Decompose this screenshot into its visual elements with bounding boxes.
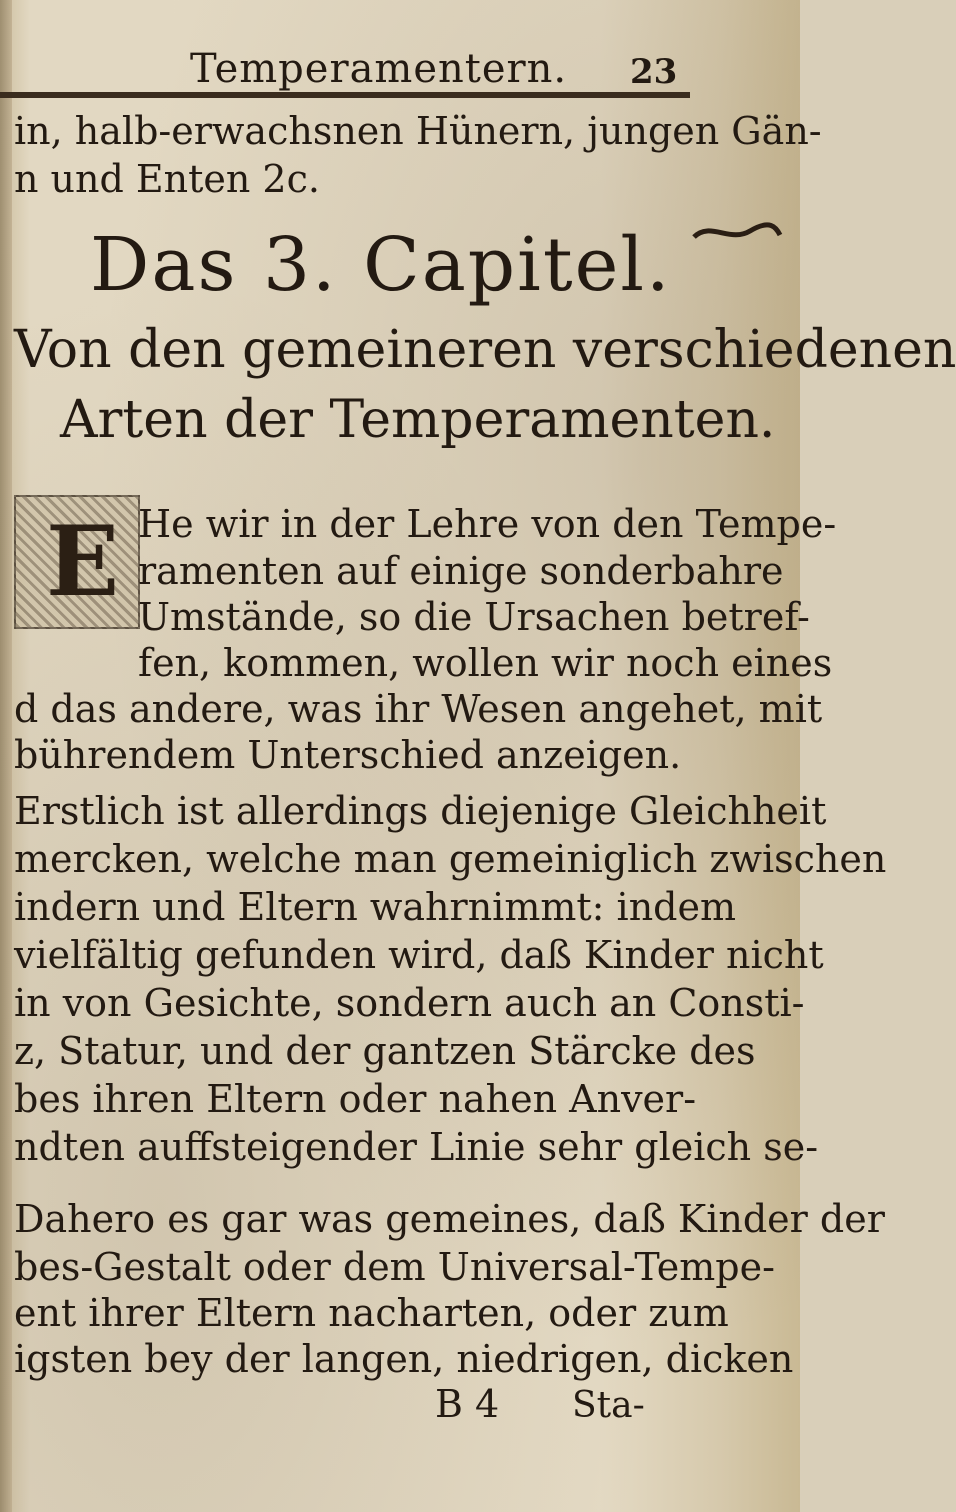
ink-mark-icon	[690, 213, 782, 249]
text-line: in, halb-erwachsnen Hünern, jungen Gän-	[14, 109, 822, 153]
running-head: Temperamentern.	[190, 46, 568, 92]
text-line: Erstlich ist allerdings diejenige Gleichheit	[14, 789, 827, 833]
text-line: ramenten auf einige sonderbahre	[138, 549, 784, 593]
header-rule	[0, 92, 690, 98]
text-line: in von Gesichte, sondern auch an Consti-	[14, 981, 805, 1025]
text-line: Dahero es gar was gemeines, daß Kinder der	[14, 1197, 885, 1241]
text-line: Umstände, so die Ursachen betref-	[138, 595, 810, 639]
chapter-title: Das 3. Capitel.	[90, 222, 672, 308]
chapter-heading-line: Von den gemeineren verschiedenen	[14, 320, 956, 380]
signature-mark: B 4	[435, 1382, 500, 1426]
text-line: vielfältig gefunden wird, daß Kinder nicht	[14, 933, 824, 977]
text-line: fen, kommen, wollen wir noch eines	[138, 641, 833, 685]
text-line: z, Statur, und der gantzen Stärcke des	[14, 1029, 756, 1073]
initial-letter: E	[46, 505, 120, 618]
chapter-heading-line: Arten der Temperamenten.	[60, 390, 776, 450]
text-line: n und Enten 2c.	[14, 157, 320, 201]
text-line: bes-Gestalt oder dem Universal-Tempe-	[14, 1245, 775, 1289]
text-line: indern und Eltern wahrnimmt: indem	[14, 885, 737, 929]
text-line: igsten bey der langen, niedrigen, dicken	[14, 1337, 794, 1381]
text-line: bes ihren Eltern oder nahen Anver-	[14, 1077, 697, 1121]
text-line: ndten auffsteigender Linie sehr gleich se-	[14, 1125, 819, 1169]
decorated-initial	[14, 495, 140, 629]
catchword: Sta-	[572, 1385, 645, 1426]
text-line: d das andere, was ihr Wesen angehet, mit	[14, 687, 823, 731]
page-number: 23	[630, 52, 678, 92]
text-line: bührendem Unterschied anzeigen.	[14, 733, 682, 777]
text-line: ent ihrer Eltern nacharten, oder zum	[14, 1291, 729, 1335]
text-line: He wir in der Lehre von den Tempe-	[138, 502, 837, 546]
page-binding-edge	[0, 0, 12, 1512]
text-line: mercken, welche man gemeiniglich zwischen	[14, 837, 887, 881]
